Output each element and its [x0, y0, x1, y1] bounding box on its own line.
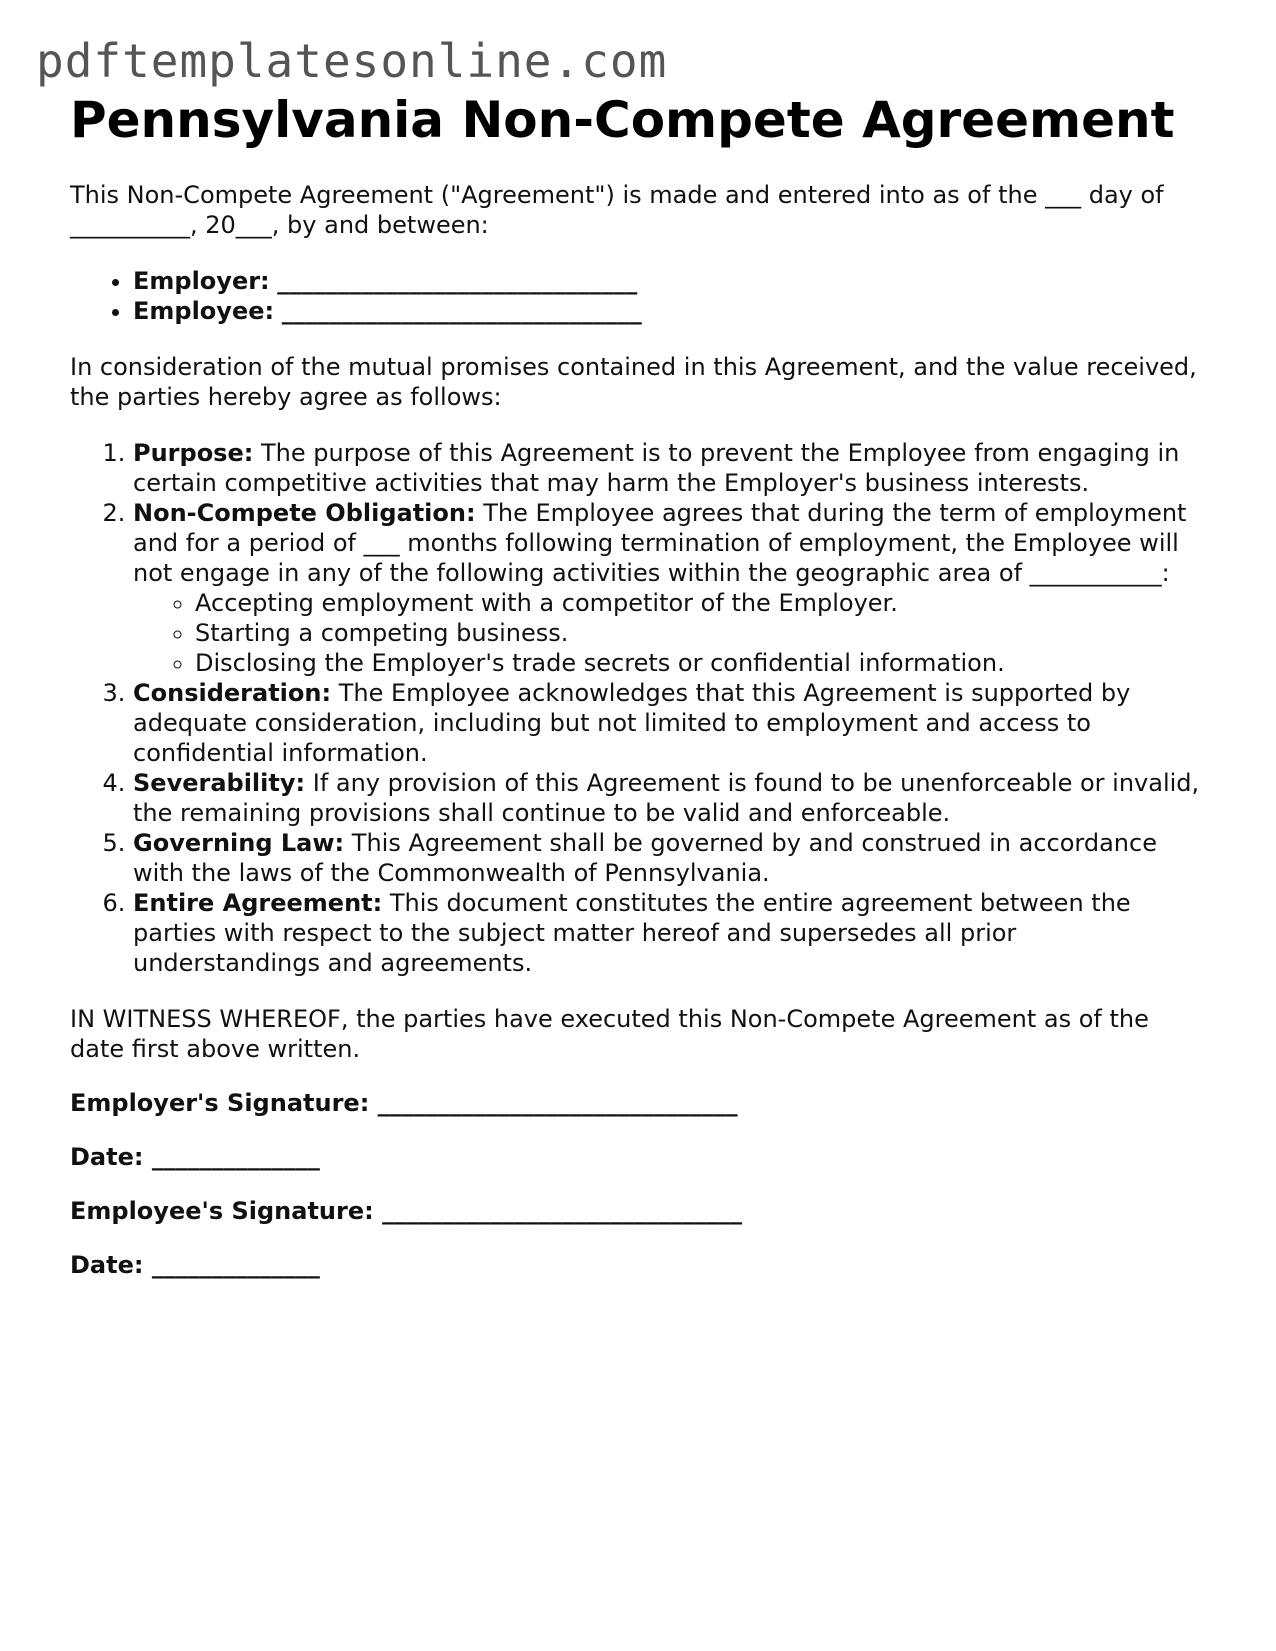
- term-heading: Entire Agreement:: [133, 889, 383, 917]
- restricted-activity: ◦ Accepting employment with a competitor of the Employer.: [195, 588, 1210, 618]
- signature-blank: ______________________________: [382, 1197, 743, 1225]
- party-label: Employer:: [133, 267, 270, 295]
- employer-date-line: [70, 1142, 1210, 1172]
- watermark: pdftemplatesonline.com: [36, 34, 668, 88]
- signature-label: Employer's Signature:: [70, 1089, 370, 1117]
- term-heading: Purpose:: [133, 439, 254, 467]
- party-employee: [133, 296, 1210, 326]
- parties-list: [70, 266, 1210, 326]
- intro-paragraph: This Non-Compete Agreement ("Agreement") is made and entered into as of the ___ day of __________, 20___, by and between:: [70, 181, 1164, 239]
- term-text: If any provision of this Agreement is found to be unenforceable or invalid, the remaining provisions shall continue to be valid and enforceable.: [133, 769, 1200, 827]
- terms-list: [70, 438, 1210, 978]
- party-label: Employee:: [133, 297, 275, 325]
- restricted-activities-list: [133, 588, 1210, 678]
- term-entire-agreement: [133, 888, 1210, 978]
- date-blank: ______________: [151, 1143, 320, 1171]
- consideration-paragraph: In consideration of the mutual promises contained in this Agreement, and the value received, the parties hereby agree as follows:: [70, 353, 1197, 411]
- term-text: This document constitutes the entire agreement between the parties with respect to the subject matter hereof and supersedes all prior understandings and agreements.: [133, 889, 1131, 977]
- signature-blank: ______________________________: [377, 1089, 738, 1117]
- term-text: The purpose of this Agreement is to prevent the Employee from engaging in certain competitive activities that may harm the Employer's business interests.: [133, 439, 1180, 497]
- term-non-compete: [133, 498, 1210, 678]
- term-heading: Consideration:: [133, 679, 332, 707]
- term-heading: Severability:: [133, 769, 306, 797]
- term-consideration: [133, 678, 1210, 768]
- date-label: Date:: [70, 1251, 144, 1279]
- term-governing-law: [133, 828, 1210, 888]
- party-blank: ______________________________: [281, 297, 642, 325]
- document-body: [70, 88, 1210, 1280]
- term-text: This Agreement shall be governed by and construed in accordance with the laws of the Commonwealth of Pennsylvania.: [133, 829, 1157, 887]
- date-label: Date:: [70, 1143, 144, 1171]
- party-blank: ______________________________: [277, 267, 638, 295]
- restricted-activity: ◦ Disclosing the Employer's trade secrets or confidential information.: [195, 648, 1210, 678]
- document-title: Pennsylvania Non-Compete Agreement: [70, 91, 1175, 149]
- party-employer: [133, 266, 1210, 296]
- signature-label: Employee's Signature:: [70, 1197, 374, 1225]
- term-purpose: [133, 438, 1210, 498]
- term-heading: Non-Compete Obligation:: [133, 499, 476, 527]
- date-blank: ______________: [151, 1251, 320, 1279]
- employer-signature-line: [70, 1088, 1210, 1118]
- employee-date-line: [70, 1250, 1210, 1280]
- term-heading: Governing Law:: [133, 829, 345, 857]
- employee-signature-line: [70, 1196, 1210, 1226]
- restricted-activity: ◦ Starting a competing business.: [195, 618, 1210, 648]
- term-severability: [133, 768, 1210, 828]
- term-text: The Employee acknowledges that this Agreement is supported by adequate consideration, including but not limited to employment and access to confidential information.: [133, 679, 1131, 767]
- witness-paragraph: IN WITNESS WHEREOF, the parties have executed this Non-Compete Agreement as of the date first above written.: [70, 1005, 1149, 1063]
- term-text: The Employee agrees that during the term of employment and for a period of ___ months following termination of employment, the Employee will not engage in any of the following activities within the geographic area of ___________:: [133, 499, 1187, 587]
